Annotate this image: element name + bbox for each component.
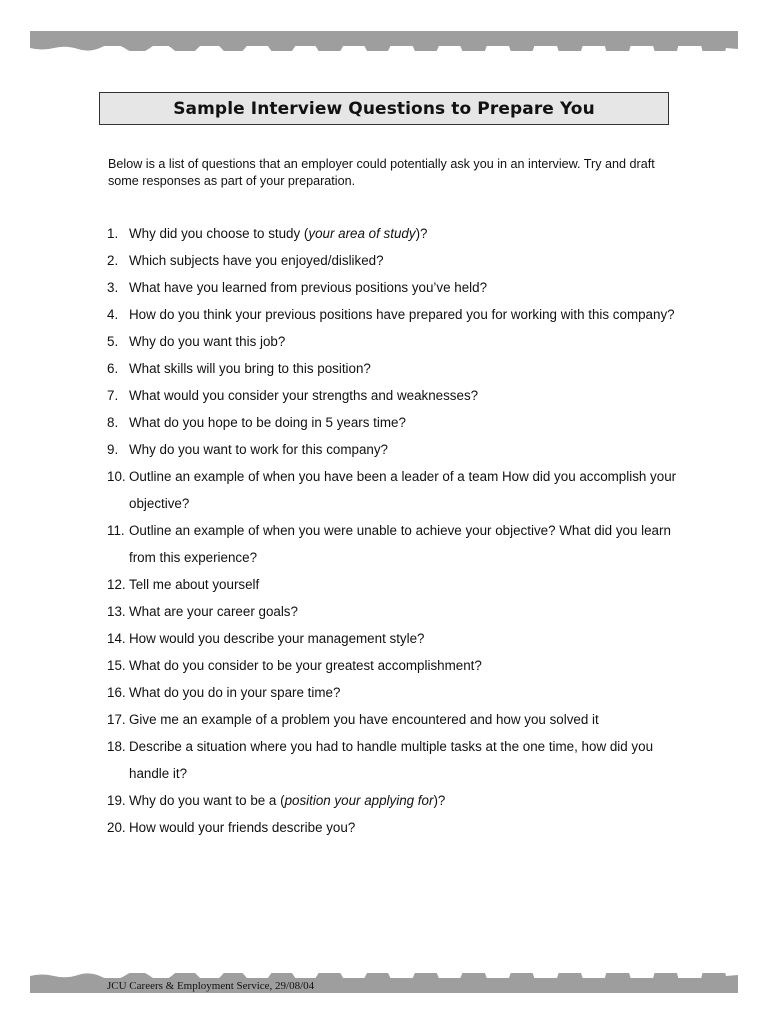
title-box — [99, 92, 669, 125]
intro-paragraph: Below is a list of questions that an employer could potentially ask you in an interview. Try and draft some responses as part of your preparation. — [108, 157, 655, 188]
question-number: 15. — [107, 658, 126, 673]
question-number: 16. — [107, 685, 126, 700]
question-item — [107, 355, 677, 382]
question-text-main: What would you consider your strengths and weaknesses? — [129, 388, 479, 403]
question-number: 14. — [107, 631, 126, 646]
question-item — [107, 301, 677, 328]
question-item — [107, 625, 677, 652]
question-number: 7. — [107, 388, 119, 403]
question-item — [107, 706, 677, 733]
question-item — [107, 382, 677, 409]
question-item — [107, 274, 677, 301]
question-item — [107, 814, 677, 841]
question-item — [107, 571, 677, 598]
question-text — [129, 787, 677, 814]
question-text-main: Which subjects have you enjoyed/disliked? — [129, 253, 384, 268]
page-title: Sample Interview Questions to Prepare You — [173, 98, 595, 119]
question-text — [129, 517, 677, 571]
question-item — [107, 517, 677, 571]
question-number: 17. — [107, 712, 126, 727]
question-number: 13. — [107, 604, 126, 619]
question-number: 5. — [107, 334, 119, 349]
question-text — [129, 814, 677, 841]
question-item — [107, 679, 677, 706]
question-number: 10. — [107, 469, 126, 484]
question-number: 4. — [107, 307, 119, 322]
question-number: 9. — [107, 442, 119, 457]
question-text-main: How do you think your previous positions have prepared you for working with this company? — [129, 307, 675, 322]
question-text — [129, 598, 677, 625]
question-placeholder: your area of study — [308, 226, 416, 241]
question-text — [129, 733, 677, 787]
question-item — [107, 598, 677, 625]
question-text-main: What are your career goals? — [129, 604, 298, 619]
question-number: 12. — [107, 577, 126, 592]
question-text — [129, 355, 677, 382]
top-decorative-band — [30, 31, 738, 51]
question-text-end: )? — [433, 793, 446, 808]
question-item — [107, 652, 677, 679]
question-text-main: How would your friends describe you? — [129, 820, 356, 835]
question-text-main: Give me an example of a problem you have encountered and how you solved it — [129, 712, 599, 727]
question-text — [129, 625, 677, 652]
question-placeholder: position your applying for — [284, 793, 434, 808]
question-text-main: Why do you want to work for this company? — [129, 442, 388, 457]
question-text-main: Outline an example of when you were unable to achieve your objective? What did you learn from this experience? — [129, 523, 671, 565]
question-text-main: Tell me about yourself — [129, 577, 260, 592]
question-number: 8. — [107, 415, 119, 430]
question-number: 19. — [107, 793, 126, 808]
question-item — [107, 220, 677, 247]
question-list — [107, 220, 677, 841]
question-text-main: What do you do in your spare time? — [129, 685, 341, 700]
torn-edge-bottom — [30, 972, 738, 978]
question-text — [129, 274, 677, 301]
question-item — [107, 409, 677, 436]
question-text-main: Outline an example of when you have been a leader of a team How did you accomplish your objective? — [129, 469, 677, 511]
question-number: 6. — [107, 361, 119, 376]
question-item — [107, 787, 677, 814]
question-text — [129, 409, 677, 436]
question-text-end: )? — [415, 226, 428, 241]
question-text-main: Describe a situation where you had to handle multiple tasks at the one time, how did you handle it? — [129, 739, 654, 781]
question-number: 2. — [107, 253, 119, 268]
question-text — [129, 652, 677, 679]
question-number: 11. — [107, 523, 125, 538]
question-text — [129, 436, 677, 463]
question-text — [129, 382, 677, 409]
question-text-main: Why do you want this job? — [129, 334, 286, 349]
question-text-main: What do you consider to be your greatest accomplishment? — [129, 658, 482, 673]
question-number: 3. — [107, 280, 119, 295]
question-text — [129, 301, 677, 328]
question-text-main: What have you learned from previous positions you’ve held? — [129, 280, 488, 295]
question-item — [107, 463, 677, 517]
torn-edge-top — [30, 46, 738, 52]
question-text — [129, 706, 677, 733]
question-item — [107, 436, 677, 463]
question-text — [129, 220, 677, 247]
question-number: 20. — [107, 820, 126, 835]
question-item — [107, 328, 677, 355]
question-text-main: Why did you choose to study ( — [129, 226, 309, 241]
question-text-main: Why do you want to be a ( — [129, 793, 285, 808]
question-text — [129, 247, 677, 274]
question-text — [129, 463, 677, 517]
question-text — [129, 571, 677, 598]
question-text-main: How would you describe your management style? — [129, 631, 425, 646]
question-number: 1. — [107, 226, 119, 241]
question-number: 18. — [107, 739, 126, 754]
question-item — [107, 247, 677, 274]
question-text — [129, 328, 677, 355]
footer-text: JCU Careers & Employment Service, 29/08/04 — [107, 980, 315, 992]
question-text-main: What skills will you bring to this position? — [129, 361, 371, 376]
question-item — [107, 733, 677, 787]
question-text — [129, 679, 677, 706]
question-text-main: What do you hope to be doing in 5 years time? — [129, 415, 406, 430]
